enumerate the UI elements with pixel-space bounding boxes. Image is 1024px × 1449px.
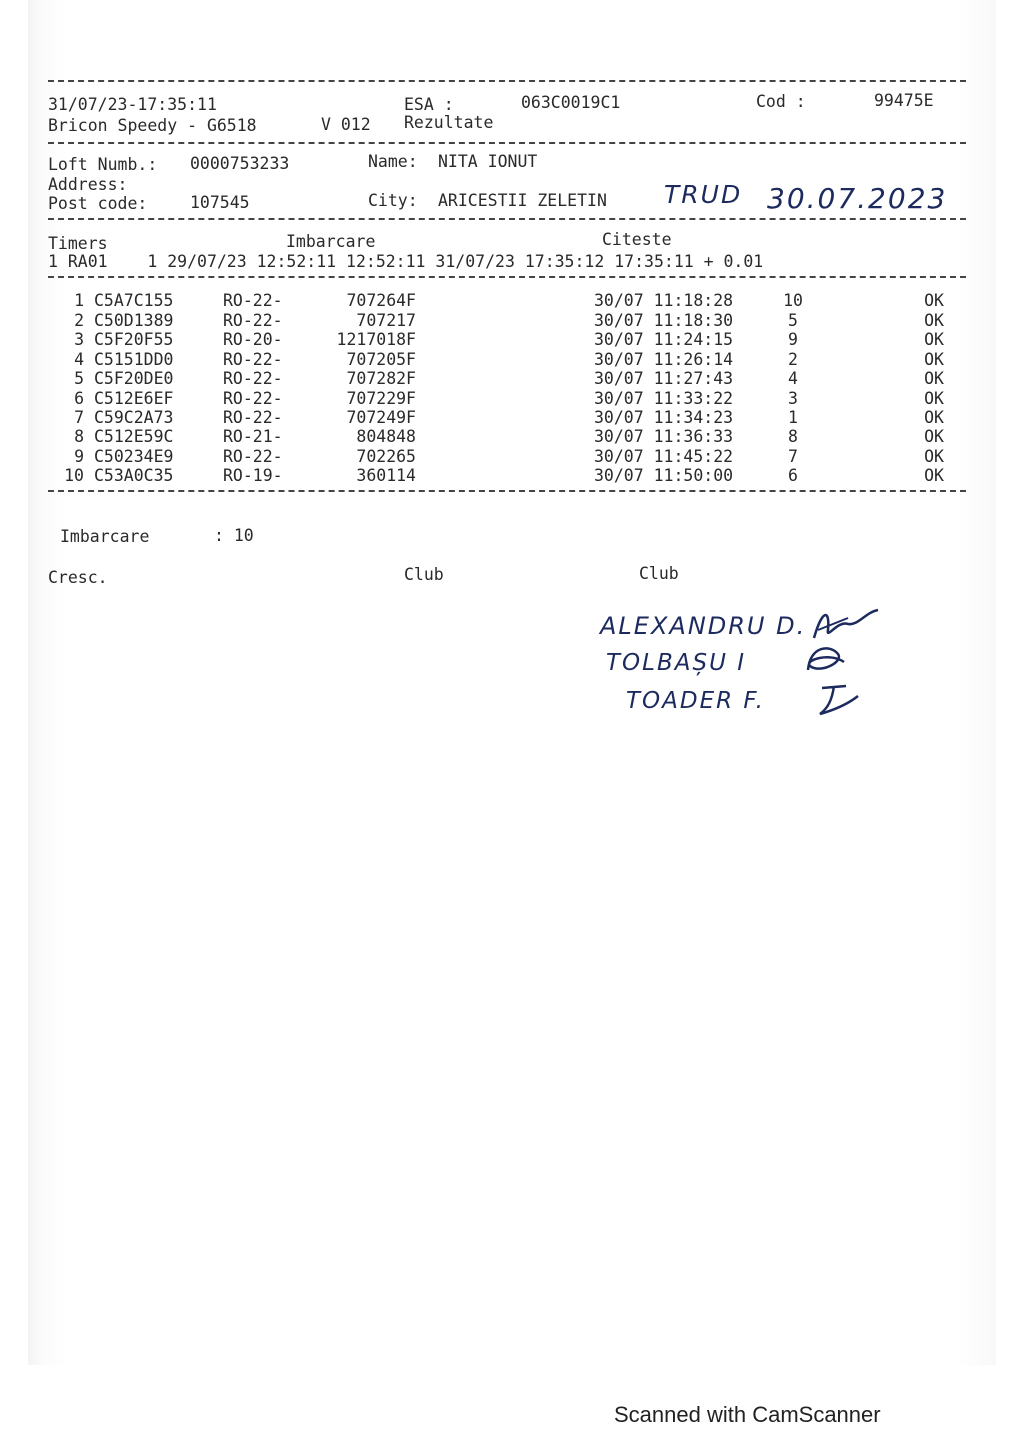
loft-number-label: Loft Numb.: (48, 155, 158, 174)
print-datetime: 31/07/23-17:35:11 (48, 95, 217, 114)
position-number: 9 (788, 330, 798, 349)
chip-id: C50D1389 (94, 311, 174, 330)
ring-prefix: RO-22- (223, 291, 283, 310)
timers-citeste-label: Citeste (602, 230, 672, 249)
ring-prefix: RO-22- (223, 350, 283, 369)
chip-id: C50234E9 (94, 447, 174, 466)
separator-line (48, 218, 966, 220)
timers-imbarcare-label: Imbarcare (286, 232, 376, 251)
ring-number: 360114 (356, 466, 416, 485)
ring-number: 804848 (356, 427, 416, 446)
table-row (0, 350, 1024, 370)
row-index: 1 (74, 291, 84, 310)
table-row (0, 447, 1024, 467)
separator-line (48, 80, 966, 82)
ring-number: 707264F (346, 291, 416, 310)
ring-prefix: RO-22- (223, 369, 283, 388)
arrival-time: 30/07 11:36:33 (594, 427, 734, 446)
position-number: 4 (788, 369, 798, 388)
postcode-value: 107545 (190, 193, 250, 212)
arrival-time: 30/07 11:27:43 (594, 369, 734, 388)
city-label: City: (368, 191, 418, 210)
chip-id: C512E6EF (94, 389, 174, 408)
separator-line (48, 142, 966, 144)
position-number: 8 (788, 427, 798, 446)
address-label: Address: (48, 175, 128, 194)
cod-label: Cod : (756, 92, 806, 111)
ring-number: 707229F (346, 389, 416, 408)
postcode-label: Post code: (48, 194, 148, 213)
signature-name: TOLBAȘU I (606, 650, 747, 676)
ring-number: 707249F (346, 408, 416, 427)
position-number: 3 (788, 389, 798, 408)
club-label: Club (404, 565, 444, 584)
status-ok: OK (924, 369, 944, 388)
arrival-time: 30/07 11:45:22 (594, 447, 734, 466)
row-index: 9 (74, 447, 84, 466)
ring-prefix: RO-22- (223, 447, 283, 466)
status-ok: OK (924, 427, 944, 446)
signature-scribble-icon (814, 680, 864, 720)
arrival-time: 30/07 11:24:15 (594, 330, 734, 349)
table-row (0, 427, 1024, 447)
ring-number: 1217018F (336, 330, 416, 349)
device-version: V 012 (321, 115, 371, 134)
handwritten-race-location: TRUD (664, 180, 743, 209)
loft-number-value: 0000753233 (190, 154, 290, 173)
report-mode: Rezultate (404, 113, 494, 132)
status-ok: OK (924, 291, 944, 310)
position-number: 5 (788, 311, 798, 330)
arrival-time: 30/07 11:34:23 (594, 408, 734, 427)
status-ok: OK (924, 447, 944, 466)
table-row (0, 466, 1024, 486)
chip-id: C512E59C (94, 427, 174, 446)
row-index: 8 (74, 427, 84, 446)
signature-scribble-icon (800, 640, 850, 680)
ring-number: 707282F (346, 369, 416, 388)
ring-number: 707205F (346, 350, 416, 369)
ring-prefix: RO-21- (223, 427, 283, 446)
table-row (0, 311, 1024, 331)
imbarcare-summary-value: : 10 (214, 526, 254, 545)
table-row (0, 408, 1024, 428)
status-ok: OK (924, 330, 944, 349)
status-ok: OK (924, 350, 944, 369)
arrival-time: 30/07 11:33:22 (594, 389, 734, 408)
signature-name: ALEXANDRU D. (600, 612, 807, 640)
chip-id: C53A0C35 (94, 466, 174, 485)
chip-id: C5F20DE0 (94, 369, 174, 388)
table-row (0, 291, 1024, 311)
row-index: 10 (64, 466, 84, 485)
table-row (0, 330, 1024, 350)
handwritten-race-date: 30.07.2023 (767, 182, 948, 215)
status-ok: OK (924, 408, 944, 427)
position-number: 6 (788, 466, 798, 485)
arrival-time: 30/07 11:26:14 (594, 350, 734, 369)
device-name: Bricon Speedy - G6518 (48, 116, 257, 135)
arrival-time: 30/07 11:18:30 (594, 311, 734, 330)
row-index: 7 (74, 408, 84, 427)
table-row (0, 389, 1024, 409)
ring-prefix: RO-22- (223, 389, 283, 408)
status-ok: OK (924, 311, 944, 330)
chip-id: C5F20F55 (94, 330, 174, 349)
ring-prefix: RO-20- (223, 330, 283, 349)
status-ok: OK (924, 466, 944, 485)
arrival-time: 30/07 11:18:28 (594, 291, 734, 310)
timers-label: Timers (48, 234, 108, 253)
row-index: 4 (74, 350, 84, 369)
position-number: 10 (783, 291, 803, 310)
row-index: 2 (74, 311, 84, 330)
cod-value: 99475E (874, 91, 934, 110)
row-index: 6 (74, 389, 84, 408)
signature-name: TOADER F. (626, 688, 765, 714)
position-number: 2 (788, 350, 798, 369)
esa-value: 063C0019C1 (521, 93, 621, 112)
chip-id: C5151DD0 (94, 350, 174, 369)
separator-line (48, 490, 966, 492)
status-ok: OK (924, 389, 944, 408)
ring-number: 707217 (356, 311, 416, 330)
separator-line (48, 276, 966, 278)
esa-label: ESA : (404, 95, 454, 114)
ring-prefix: RO-22- (223, 408, 283, 427)
city-value: ARICESTII ZELETIN (438, 191, 607, 210)
row-index: 3 (74, 330, 84, 349)
chip-id: C5A7C155 (94, 291, 174, 310)
table-row (0, 369, 1024, 389)
chip-id: C59C2A73 (94, 408, 174, 427)
name-value: NITA IONUT (438, 152, 538, 171)
name-label: Name: (368, 152, 418, 171)
cresc-label: Cresc. (48, 568, 108, 587)
row-index: 5 (74, 369, 84, 388)
timer-record-line: 1 RA01 1 29/07/23 12:52:11 12:52:11 31/07/23 17:35:12 17:35:11 + 0.01 (48, 252, 764, 271)
arrival-time: 30/07 11:50:00 (594, 466, 734, 485)
position-number: 7 (788, 447, 798, 466)
ring-prefix: RO-22- (223, 311, 283, 330)
ring-number: 702265 (356, 447, 416, 466)
ring-prefix: RO-19- (223, 466, 283, 485)
position-number: 1 (788, 408, 798, 427)
imbarcare-summary-label: Imbarcare (60, 527, 150, 546)
club-label: Club (639, 564, 679, 583)
scanner-watermark: Scanned with CamScanner (614, 1402, 881, 1427)
